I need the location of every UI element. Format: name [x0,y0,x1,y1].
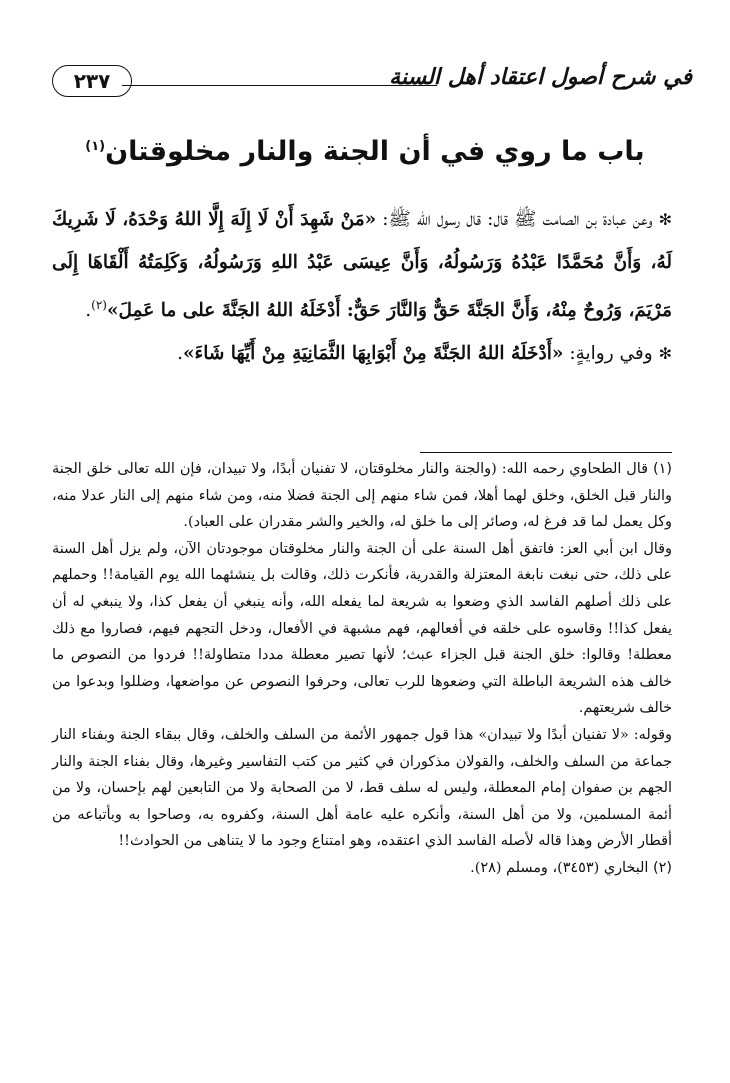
narration-end: . [177,343,183,365]
chapter-title-text: باب ما روي في أن الجنة والنار مخلوقتان [105,136,645,167]
page-header [52,58,692,106]
chapter-title [0,136,730,167]
hadith-footnote-ref: (٢) [91,298,107,312]
footnote-1-continuation: وقال ابن أبي العز: فاتفق أهل السنة على أن الجنة والنار مخلوقتان موجودتان الآن، ولم يزل أهل السنة على ذلك، حتى نبغت نابغة المعتزلة والقدرية، فأنكرت ذلك، وقالت بل ينشئهما الله يوم القيامة!! وحملهم على ذلك أصلهم الفاسد الذي وضعوا به شريعة لما يفعله الله، وأنه ينبغي أن يفعل كذا، ولا ينبغي له أن يفعل كذا!! وقاسوه على خلقه في أفعالهم، فهم مشبهة في الأفعال، ودخل التجهم فيهم، فصاروا مع ذلك معطلة! وقالوا: خلق الجنة قبل الجزاء عبث؛ لأنها تصير معطلة مددا متطاولة!! فردوا من النصوص ما خالف هذه الشريعة الباطلة التي وضعوها للرب تعالى، وحرفوا النصوص عن مواضعها، وضللوا وبدعوا من خالف شريعتهم. [52,540,672,717]
hadith-intro: وعن عبادة بن الصامت ﷺ قال: قال رسول الله ﷺ: [376,209,659,230]
hadith-quote: «مَنْ شَهِدَ أَنْ لَا إِلَهَ إِلَّا اللهُ وَحْدَهُ، لَا شَرِيكَ لَهُ، وَأَنَّ مُحَمَّدًا عَبْدُهُ وَرَسُولُهُ، وَأَنَّ عِيسَى عَبْدُ اللهِ وَرَسُولُهُ، وَكَلِمَتُهُ أَلْقَاهَا إِلَى مَرْيَمَ، وَرُوحٌ مِنْهُ، وَأَنَّ الجَنَّةَ حَقٌّ وَالنَّارَ حَقٌّ: أَدْخَلَهُ اللهُ الجَنَّةَ على ما عَمِلَ» [52,209,672,322]
main-text [52,198,672,375]
footnote-2-number: (٢) [653,859,672,876]
footnote-1 [52,456,672,536]
footnote-1-number: (١) [653,461,672,477]
book-title: في شرح أصول اعتقاد أهل السنة [389,64,692,90]
chapter-footnote-ref: (١) [85,139,106,154]
page-number: ٢٣٧ [52,65,132,97]
narration-intro: وفي روايةٍ: [563,343,659,365]
footnote-1-text: قال الطحاوي رحمه الله: (والجنة والنار مخلوقتان، لا تفنيان أبدًا، ولا تبيدان، فإن الله تعالى خلق الجنة والنار قبل الخلق، وخلق لهما أهلا، فمن شاء منهم إلى الجنة فضلا منه، ومن شاء منهم إلى النار عدلا منه، وكل يعمل لما قد فرغ له، وصائر إلى ما خلق له، والخير والشر مقدران على العباد). [52,461,672,531]
hadith-paragraph [52,198,672,332]
footnote-2 [52,855,672,882]
footnote-divider [420,452,672,453]
footnote-1-continuation: وقوله: «لا تفنيان أبدًا ولا تبيدان» هذا قول جمهور الأئمة من السلف والخلف، وقال ببقاء الجنة وبفناء النار جماعة من السلف والخلف، والقولان مذكوران في كثير من كتب التفاسير وغيرها، وقال بفناء الجنة والنار الجهم بن صفوان إمام المعطلة، وليس له سلف قط، لا من الصحابة ولا من التابعين لهم بإحسان، ولا من أئمة المسلمين، ولا من أهل السنة، وأنكره عليه عامة أهل السنة، وكفروه به، وصاحوا به وبأتباعه من أقطار الأرض وهذا قاله لأصله الفاسد الذي اعتقده، وهو امتناع وجود ما لا يتناهى من الحوادث!! [52,726,672,850]
footnote-2-text: البخاري (٣٤٥٣)، ومسلم (٢٨). [470,859,654,876]
header-rule [122,85,437,86]
paragraph-star-icon: ✻ [658,210,672,229]
narration-quote: «أَدْخَلَهُ اللهُ الجَنَّةَ مِنْ أَبْوَابِهَا الثَّمَانِيَةِ مِنْ أَيِّهَا شَاءَ» [182,343,564,365]
paragraph-star-icon: ✻ [658,344,672,364]
footnotes [52,456,672,882]
hadith-end: . [85,300,92,322]
narration-paragraph [52,332,672,375]
